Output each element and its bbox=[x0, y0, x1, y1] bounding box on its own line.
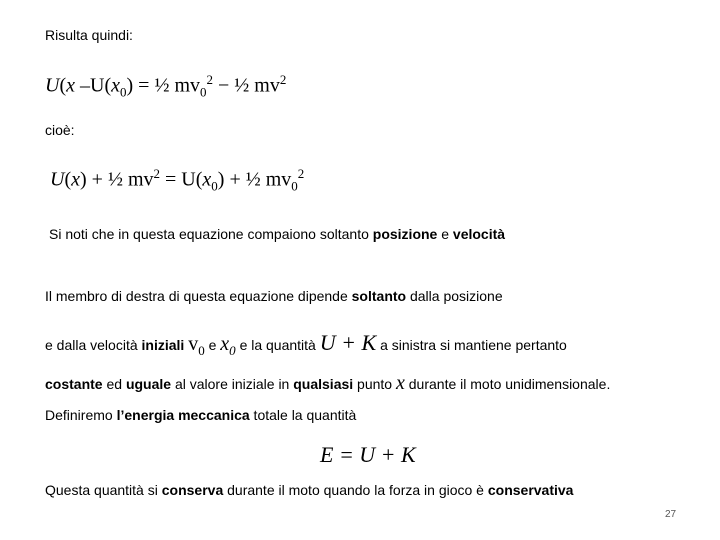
paragraph-definition: Definiremo l’energia meccanica totale la quantità bbox=[45, 407, 357, 423]
paragraph-right-member: Il membro di destra di questa equazione dipende soltanto dalla posizione bbox=[45, 288, 503, 304]
cioe-text: cioè: bbox=[45, 122, 75, 138]
note-text: Si noti che in questa equazione compaiono soltanto posizione e velocità bbox=[49, 226, 506, 242]
equation-energy-difference: U(x $-U(x_0)$ = ½ $mv_0^2$ − ½ $mv^2$ bbox=[45, 72, 287, 100]
page-number: 27 bbox=[665, 509, 677, 520]
paragraph-constant: costante ed uguale al valore iniziale in qualsiasi punto x durante il moto unidimensionale. bbox=[45, 372, 611, 394]
equation-energy-conservation: U(x) + ½ $mv^2 = U(x_0)$ + ½ $mv_0^2$ bbox=[50, 166, 305, 194]
paragraph-conservation: Questa quantità si conserva durante il moto quando la forza in gioco è conservativa bbox=[45, 482, 574, 498]
equation-total-energy: E = U + K bbox=[320, 442, 416, 467]
paragraph-initial-values: e dalla velocità iniziali $v_0$ e $x_0$ e la quantità U + K a sinistra si mantiene pertanto bbox=[45, 330, 567, 358]
intro-text: Risulta quindi: bbox=[45, 27, 133, 43]
